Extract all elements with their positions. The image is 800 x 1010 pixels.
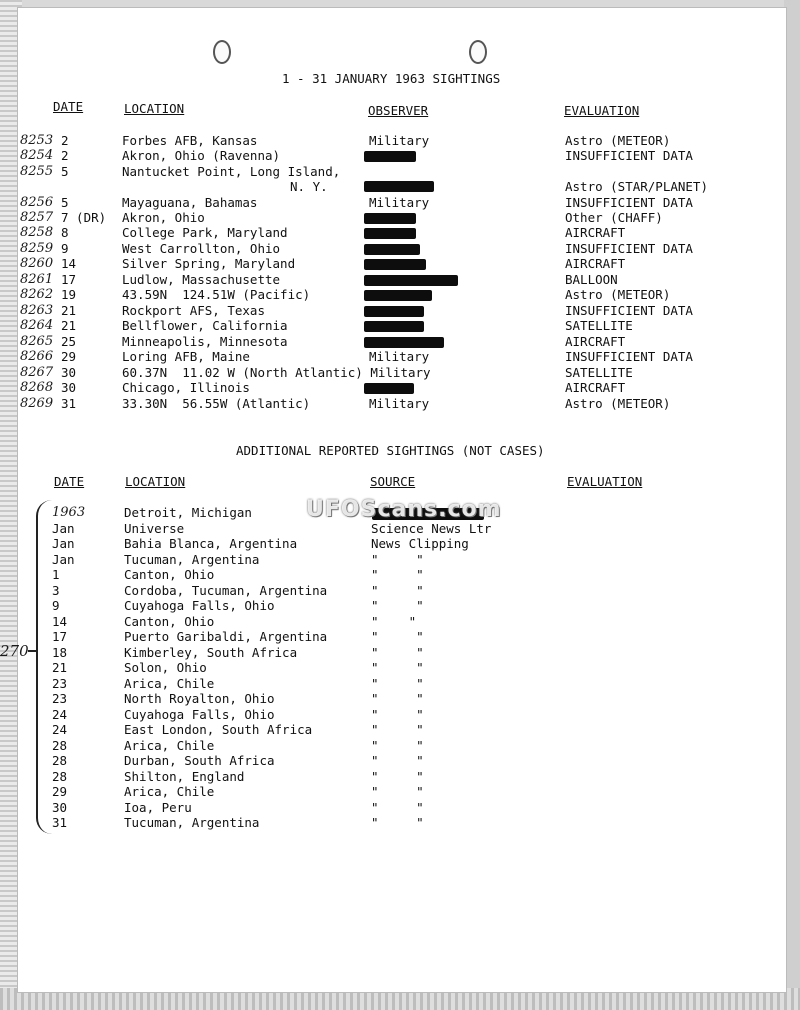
location-cell: Minneapolis, Minnesota [122, 334, 288, 349]
source-cell: " " [371, 660, 424, 675]
location-cell: East London, South Africa [124, 722, 313, 737]
location-cell: Canton, Ohio [124, 613, 215, 629]
location-cell: Akron, Ohio (Ravenna) [122, 148, 281, 163]
source-cell: " " [371, 598, 424, 613]
date-cell: 8 [61, 225, 69, 240]
redaction-bar [364, 213, 416, 224]
date-cell: 14 [61, 256, 77, 271]
case-number: 8255 [20, 164, 54, 179]
date-cell: 28 [52, 753, 68, 768]
evaluation-cell: Astro (METEOR) [565, 287, 671, 302]
date-cell: 24 [52, 722, 68, 737]
evaluation-cell: Astro (STAR/PLANET) [565, 179, 708, 194]
date-cell: 9 [61, 241, 69, 256]
observer-cell: Military [369, 133, 430, 148]
date-cell: 31 [61, 396, 77, 411]
location-cell: Detroit, Michigan [124, 505, 252, 520]
location-cell: College Park, Maryland [122, 225, 288, 240]
case-number: 8267 [20, 365, 54, 380]
observer-cell: Military [369, 349, 430, 364]
redaction-bar [364, 275, 458, 286]
page-title: 1 - 31 JANUARY 1963 SIGHTINGS [282, 71, 501, 86]
evaluation-cell: INSUFFICIENT DATA [565, 195, 693, 210]
header-date: DATE [53, 99, 84, 114]
location-cell: Cuyahoga Falls, Ohio [124, 706, 275, 722]
additional-header-evaluation: EVALUATION [567, 474, 643, 489]
location-cell: Cordoba, Tucuman, Argentina [124, 582, 328, 598]
location-cell: Bahia Blanca, Argentina [124, 536, 298, 551]
case-number: 8258 [20, 225, 54, 240]
additional-header-source: SOURCE [370, 474, 416, 489]
location-cell: Canton, Ohio [124, 567, 215, 582]
date-cell: 25 [61, 334, 77, 349]
date-cell: 17 [61, 272, 77, 287]
location-cell: Rockport AFS, Texas [122, 303, 265, 318]
margin-note: 270 [0, 642, 29, 660]
source-cell: " " [371, 551, 424, 567]
brace-point [28, 650, 37, 652]
observer-cell: Military [369, 195, 430, 210]
location-cell-continued: N. Y. [290, 179, 328, 194]
date-cell: 9 [52, 598, 60, 613]
location-cell: Nantucket Point, Long Island, [122, 164, 341, 179]
source-cell: " " [371, 691, 424, 706]
source-cell: " " [371, 799, 424, 815]
evaluation-cell: INSUFFICIENT DATA [565, 241, 693, 256]
evaluation-cell: AIRCRAFT [565, 256, 626, 271]
additional-header-location: LOCATION [125, 474, 186, 489]
case-number: 8266 [20, 349, 54, 364]
date-cell: 5 [61, 164, 69, 179]
date-cell: Jan [52, 536, 75, 551]
date-cell: 30 [61, 380, 77, 395]
source-cell: " " [371, 722, 424, 737]
redaction-bar [364, 383, 414, 394]
evaluation-cell: BALLOON [565, 272, 618, 287]
location-cell: Arica, Chile [124, 784, 215, 799]
source-cell: " " [371, 613, 417, 629]
evaluation-cell: Astro (METEOR) [565, 396, 671, 411]
source-cell: " " [371, 815, 424, 830]
additional-header-date: DATE [54, 474, 85, 489]
case-number: 8253 [20, 133, 54, 148]
case-number: 8259 [20, 241, 54, 256]
location-cell: Akron, Ohio [122, 210, 205, 225]
redaction-bar [364, 321, 424, 332]
date-cell: 2 [61, 148, 69, 163]
source-cell: Science News Ltr [371, 520, 492, 536]
location-cell: Puerto Garibaldi, Argentina [124, 629, 328, 644]
redaction-bar [364, 337, 444, 348]
date-cell: 1 [52, 567, 60, 582]
source-cell: " " [371, 706, 424, 722]
observer-cell: Military [369, 396, 430, 411]
date-cell: 7 (DR) [61, 210, 107, 225]
source-cell: " " [371, 629, 424, 644]
location-cell: Mayaguana, Bahamas [122, 195, 258, 210]
redaction-bar [364, 306, 424, 317]
case-number: 8264 [20, 318, 54, 333]
evaluation-cell: INSUFFICIENT DATA [565, 349, 693, 364]
date-cell: 3 [52, 582, 60, 598]
redaction-bar [364, 228, 416, 239]
date-cell: 24 [52, 706, 68, 722]
date-cell: 21 [61, 303, 77, 318]
case-number: 8268 [20, 380, 54, 395]
evaluation-cell: AIRCRAFT [565, 380, 626, 395]
date-cell: 30 [52, 799, 68, 815]
location-cell: Tucuman, Argentina [124, 815, 260, 830]
source-cell: " " [371, 675, 424, 691]
date-cell: 28 [52, 737, 68, 753]
source-cell: News Clipping [371, 536, 469, 551]
date-cell: 19 [61, 287, 77, 302]
location-cell: Arica, Chile [124, 737, 215, 753]
date-cell: 21 [52, 660, 68, 675]
case-number: 8256 [20, 195, 54, 210]
scan-edge-right [784, 0, 800, 1010]
location-cell: Forbes AFB, Kansas [122, 133, 258, 148]
location-cell: Ioa, Peru [124, 799, 192, 815]
source-cell: " " [371, 737, 424, 753]
location-cell: Tucuman, Argentina [124, 551, 260, 567]
location-cell: Shilton, England [124, 768, 245, 784]
redaction-bar [364, 244, 420, 255]
date-cell: 29 [52, 784, 68, 799]
date-cell: 1963 [52, 505, 86, 520]
source-cell: " " [371, 582, 424, 598]
case-number: 8263 [20, 303, 54, 318]
source-cell: " " [371, 753, 424, 768]
source-cell: " " [371, 784, 424, 799]
location-cell: Arica, Chile [124, 675, 215, 691]
case-number: 8257 [20, 210, 54, 225]
date-cell: 28 [52, 768, 68, 784]
date-cell: 17 [52, 629, 68, 644]
source-cell: " " [371, 567, 424, 582]
location-cell: West Carrollton, Ohio [122, 241, 281, 256]
redaction-bar [364, 151, 416, 162]
redaction-bar [364, 290, 432, 301]
evaluation-cell: Astro (METEOR) [565, 133, 671, 148]
location-cell: 60.37N 11.02 W (North Atlantic) Military [122, 365, 431, 380]
date-cell: 31 [52, 815, 68, 830]
header-location: LOCATION [124, 101, 185, 116]
location-cell: Universe [124, 520, 185, 536]
location-cell: Cuyahoga Falls, Ohio [124, 598, 275, 613]
date-cell: 23 [52, 691, 68, 706]
date-cell: 29 [61, 349, 77, 364]
watermark: UFOScans.com [306, 497, 502, 522]
evaluation-cell: AIRCRAFT [565, 334, 626, 349]
location-cell: Silver Spring, Maryland [122, 256, 296, 271]
date-cell: 5 [61, 195, 69, 210]
location-cell: Loring AFB, Maine [122, 349, 250, 364]
date-cell: 21 [61, 318, 77, 333]
source-cell: " " [371, 644, 424, 660]
redaction-bar [364, 181, 434, 192]
case-number: 8261 [20, 272, 54, 287]
source-cell: " " [371, 768, 424, 784]
case-number: 8262 [20, 287, 54, 302]
location-cell: 33.30N 56.55W (Atlantic) [122, 396, 311, 411]
location-cell: Solon, Ohio [124, 660, 207, 675]
punch-hole-left [213, 40, 231, 64]
location-cell: Chicago, Illinois [122, 380, 250, 395]
additional-title: ADDITIONAL REPORTED SIGHTINGS (NOT CASES) [236, 443, 545, 458]
location-cell: Bellflower, California [122, 318, 288, 333]
location-cell: Kimberley, South Africa [124, 644, 298, 660]
location-cell: North Royalton, Ohio [124, 691, 275, 706]
evaluation-cell: INSUFFICIENT DATA [565, 148, 693, 163]
header-observer: OBSERVER [368, 103, 429, 118]
date-cell: Jan [52, 551, 75, 567]
evaluation-cell: AIRCRAFT [565, 225, 626, 240]
location-cell: Durban, South Africa [124, 753, 275, 768]
evaluation-cell: SATELLITE [565, 318, 633, 333]
redaction-bar [364, 259, 426, 270]
date-cell: 18 [52, 644, 68, 660]
evaluation-cell: SATELLITE [565, 365, 633, 380]
location-cell: 43.59N 124.51W (Pacific) [122, 287, 311, 302]
evaluation-cell: INSUFFICIENT DATA [565, 303, 693, 318]
punch-hole-right [469, 40, 487, 64]
date-cell: 23 [52, 675, 68, 691]
header-evaluation: EVALUATION [564, 103, 640, 118]
evaluation-cell: Other (CHAFF) [565, 210, 663, 225]
date-cell: 2 [61, 133, 69, 148]
date-cell: 30 [61, 365, 77, 380]
case-number: 8269 [20, 396, 54, 411]
case-number: 8260 [20, 256, 54, 271]
location-cell: Ludlow, Massachusette [122, 272, 281, 287]
date-cell: 14 [52, 613, 68, 629]
date-cell: Jan [52, 520, 75, 536]
case-number: 8265 [20, 334, 54, 349]
case-number: 8254 [20, 148, 54, 163]
